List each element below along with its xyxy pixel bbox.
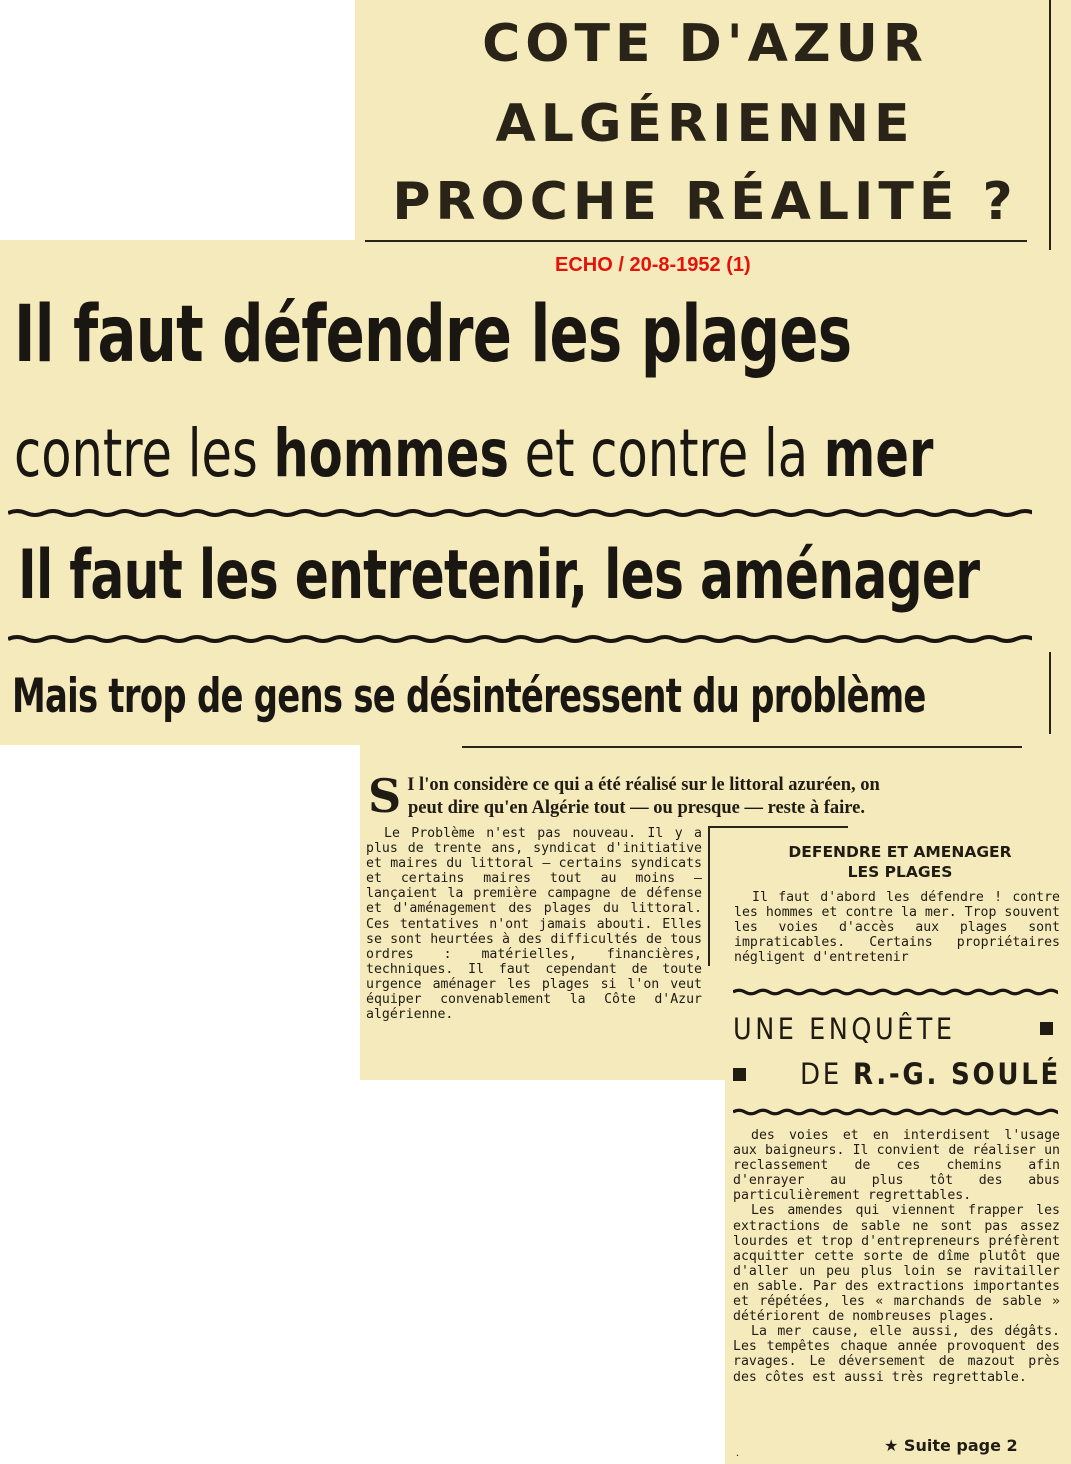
- source-label: ECHO / 20-8-1952 (1): [555, 254, 751, 276]
- kicker-line-2: ALGÉRIENNE: [495, 94, 915, 154]
- main-headline: Il faut défendre les plages: [14, 290, 852, 380]
- lead-rule: [462, 746, 1022, 748]
- box-title-line-1: DEFENDRE ET AMENAGER: [788, 843, 1012, 861]
- box-paragraph: Il faut d'abord les défendre ! contre les hommes et contre la mer. Trop souvent les voies d'accès aux plages sont impraticables. Certains propriétaires négligent d'entretenir: [734, 890, 1060, 966]
- second-headline-part-b: hommes: [273, 415, 509, 492]
- stray-dot: .: [736, 1445, 739, 1459]
- kicker-rule: [365, 240, 1027, 242]
- byline-square-left: [733, 1068, 746, 1081]
- byline-prefix: DE: [800, 1057, 853, 1091]
- column-2: [733, 1128, 1060, 1385]
- lead-paragraph: [368, 769, 1038, 823]
- column-2-paragraph-1: des voies et en interdisent l'usage aux baigneurs. Il convient de réaliser un reclassement de ces chemins afin d'enrayer au plus tôt des abus particulièrement regrettables.: [733, 1128, 1060, 1204]
- wavy-rule-1: [8, 506, 1032, 520]
- column-1: [366, 826, 702, 1022]
- box-title-line-2: LES PLAGES: [847, 863, 953, 881]
- right-border-rule-lower: [1049, 652, 1051, 734]
- box-left-rule: [708, 826, 710, 966]
- wavy-rule-2: [8, 632, 1032, 646]
- box-text: [734, 890, 1060, 965]
- wavy-rule-4: [733, 1106, 1058, 1118]
- column-2-paragraph-3: La mer cause, elle aussi, des dégâts. Les tempêtes chaque année provoquent des ravages. Le déversement de mazout près des côtes est aussi très regrettable.: [733, 1324, 1060, 1385]
- drop-cap: S: [368, 769, 402, 823]
- second-headline-part-a: contre les: [14, 415, 274, 492]
- column-1-paragraph: Le Problème n'est pas nouveau. Il y a plus de trente ans, syndicat d'initiative et maires du littoral — certains syndicats et certains maires tout au moins — lançaient la première campagne de défense et d'aménagement des plages du littoral. Ces tentatives n'ont jamais abouti. Elles se sont heurtées à des difficultés de tous ordres : matérielles, financières, techniques. Il faut cependant de toute urgence aménager les plages si l'on veut équiper convenablement la Côte d'Azur algérienne.: [366, 826, 702, 1023]
- fourth-headline: Mais trop de gens se désintéressent du problème: [12, 669, 926, 724]
- right-border-rule: [1049, 0, 1051, 250]
- box-title: [740, 842, 1060, 882]
- byline-square-right: [1040, 1022, 1053, 1035]
- kicker-line-1: COTE D'AZUR: [482, 14, 928, 74]
- byline-line-1: UNE ENQUÊTE: [733, 1012, 956, 1046]
- byline-author: R.-G. SOULÉ: [852, 1057, 1062, 1091]
- byline-line-2: [800, 1057, 1061, 1091]
- kicker-line-3: PROCHE RÉALITÉ ?: [392, 172, 1018, 232]
- second-headline: [14, 415, 933, 492]
- wavy-rule-3: [733, 986, 1058, 998]
- lead-line-1: I l'on considère ce qui a été réalisé sur le littoral azuréen, on: [407, 775, 880, 795]
- third-headline: Il faut les entretenir, les aménager: [18, 536, 980, 615]
- lead-line-2: peut dire qu'en Algérie tout — ou presque — reste à faire.: [408, 798, 865, 818]
- continued-on-page: ★ Suite page 2: [884, 1436, 1018, 1455]
- box-top-rule: [708, 826, 848, 828]
- column-2-paragraph-2: Les amendes qui viennent frapper les extractions de sable ne sont pas assez lourdes et trop d'entrepreneurs préfèrent acquitter cette sorte de dîme plutôt que d'aller un peu plus loin se ravitailler en sable. Par des extractions importantes et répétées, les « marchands de sable » détériorent de nombreuses plages.: [733, 1203, 1060, 1325]
- second-headline-part-d: mer: [823, 415, 934, 492]
- second-headline-part-c: et contre la: [508, 415, 824, 492]
